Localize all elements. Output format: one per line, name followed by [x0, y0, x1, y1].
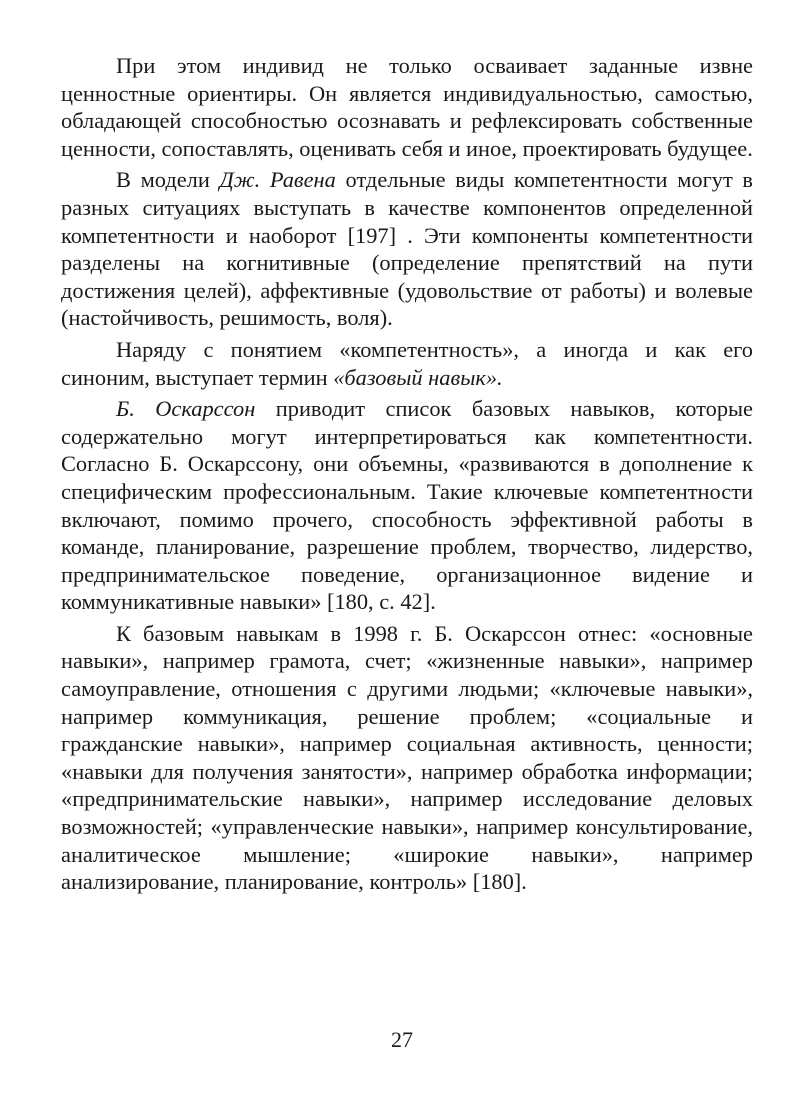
term-basic-skill: «базовый навык». — [333, 364, 503, 390]
paragraph-4-text: приводит список базовых навыков, которые содержательно могут интерпретироваться как компетентности. Согласно Б. Оскарссону, они объемны, «развиваются в дополнение к специфическим профессиональным. Такие ключевые компетентности включают, помимо прочего, способность эффективной работы в команде, планирование, разрешение проблем, творчество, лидерство, предпринимательское поведение, организационное видение и коммуникативные навыки» [180, с. 42]. — [61, 396, 753, 615]
paragraph-1 — [61, 52, 753, 162]
paragraph-3 — [61, 336, 753, 391]
paragraph-2-text-rest: отдельные виды компетентности могут в разных ситуациях выступать в качестве компонентов определенной компетентности и наоборот [197] . Эти компоненты компетентности разделены на когнитивные (определение препятствий на пути достижения целей), аффективные (удовольствие от работы) и волевые (настойчивость, решимость, воля). — [61, 167, 753, 331]
author-name-raven: Дж. Равена — [219, 167, 336, 193]
paragraph-5-text: К базовым навыкам в 1998 г. Б. Оскарссон отнес: «основные навыки», например грамота, счет; «жизненные навыки», например самоуправление, отношения с другими людьми; «ключевые навыки», например коммуникация, решение проблем; «социальные и гражданские навыки», например социальная активность, ценности; «навыки для получения занятости», например обработка информации; «предпринимательские навыки», например исследование деловых возможностей; «управленческие навыки», например консультирование, аналитическое мышление; «широкие навыки», например анализирование, планирование, контроль» [180]. — [61, 620, 753, 895]
paragraph-1-text: При этом индивид не только осваивает заданные извне ценностные ориентиры. Он является индивидуальностью, самостью, обладающей способностью осознавать и рефлексировать собственные ценности, сопоставлять, оценивать себя и иное, проектировать будущее. — [61, 53, 753, 161]
paragraph-2-text-start: В модели — [116, 167, 220, 193]
paragraph-3-text: Наряду с понятием «компетентность», а иногда и как его синоним, выступает термин — [61, 336, 753, 390]
paragraph-2 — [61, 166, 753, 332]
paragraph-4 — [61, 395, 753, 616]
author-name-oskarsson: Б. Оскарссон — [116, 396, 256, 422]
page-number: 27 — [391, 1027, 413, 1052]
paragraph-5 — [61, 620, 753, 896]
document-body — [61, 52, 753, 900]
